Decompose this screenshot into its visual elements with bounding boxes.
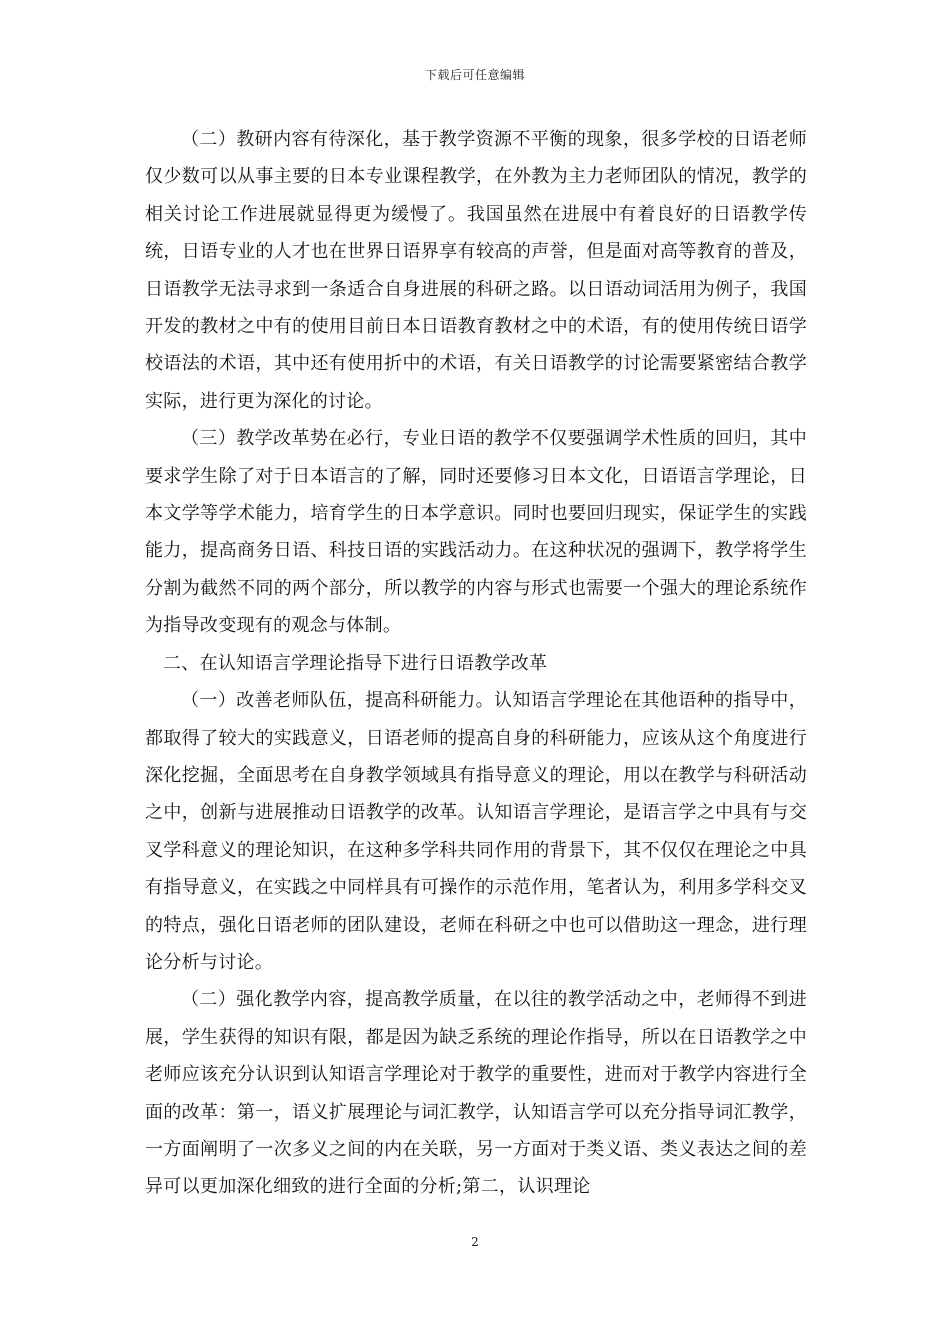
body-content <box>145 121 807 1206</box>
paragraph-teacher-team: （一）改善老师队伍，提高科研能力。认知语言学理论在其他语种的指导中，都取得了较大的实践意义，日语老师的提高自身的科研能力，应该从这个角度进行深化挖掘，全面思考在自身教学领域具有指导意义的理论，用以在教学与科研活动之中，创新与进展推动日语教学的改革。认知语言学理论，是语言学之中具有与交叉学科意义的理论知识，在这种多学科共同作用的背景下，其不仅仅在理论之中具有指导意义，在实践之中同样具有可操作的示范作用，笔者认为，利用多学科交叉的特点，强化日语老师的团队建设，老师在科研之中也可以借助这一理念，进行理论分析与讨论。 <box>145 690 807 973</box>
section-heading: 二、在认知语言学理论指导下进行日语教学改革 <box>163 652 548 674</box>
paragraph-teaching-research: （二）教研内容有待深化，基于教学资源不平衡的现象，很多学校的日语老师仅少数可以从事主要的日本专业课程教学，在外教为主力老师团队的情况，教学的相关讨论工作进展就显得更为缓慢了。我国虽然在进展中有着良好的日语教学传统，日语专业的人才也在世界日语界享有较高的声誉，但是面对高等教育的普及，日语教学无法寻求到一条适合自身进展的科研之路。以日语动词活用为例子，我国开发的教材之中有的使用目前日本日语教育教材之中的术语，有的使用传统日语学校语法的术语，其中还有使用折中的术语，有关日语教学的讨论需要紧密结合教学实际，进行更为深化的讨论。 <box>145 129 807 412</box>
page-number: 2 <box>471 1235 479 1249</box>
page-header: 下载后可任意编辑 <box>424 68 525 82</box>
paragraph-teaching-content: （二）强化教学内容，提高教学质量，在以往的教学活动之中，老师得不到进展，学生获得的知识有限，都是因为缺乏系统的理论作指导，所以在日语教学之中老师应该充分认识到认知语言学理论对于教学的重要性，进而对于教学内容进行全面的改革：第一，语义扩展理论与词汇教学，认知语言学可以充分指导词汇教学，一方面阐明了一次多义之间的内在关联，另一方面对于类义语、类义表达之间的差异可以更加深化细致的进行全面的分析;第二，认识理论 <box>145 989 807 1198</box>
paragraph-teaching-reform: （三）教学改革势在必行，专业日语的教学不仅要强调学术性质的回归，其中要求学生除了对于日本语言的了解，同时还要修习日本文化，日语语言学理论，日本文学等学术能力，培育学生的日本学意识。同时也要回归现实，保证学生的实践能力，提高商务日语、科技日语的实践活动力。在这种状况的强调下，教学将学生分割为截然不同的两个部分，所以教学的内容与形式也需要一个强大的理论系统作为指导改变现有的观念与体制。 <box>145 428 807 637</box>
